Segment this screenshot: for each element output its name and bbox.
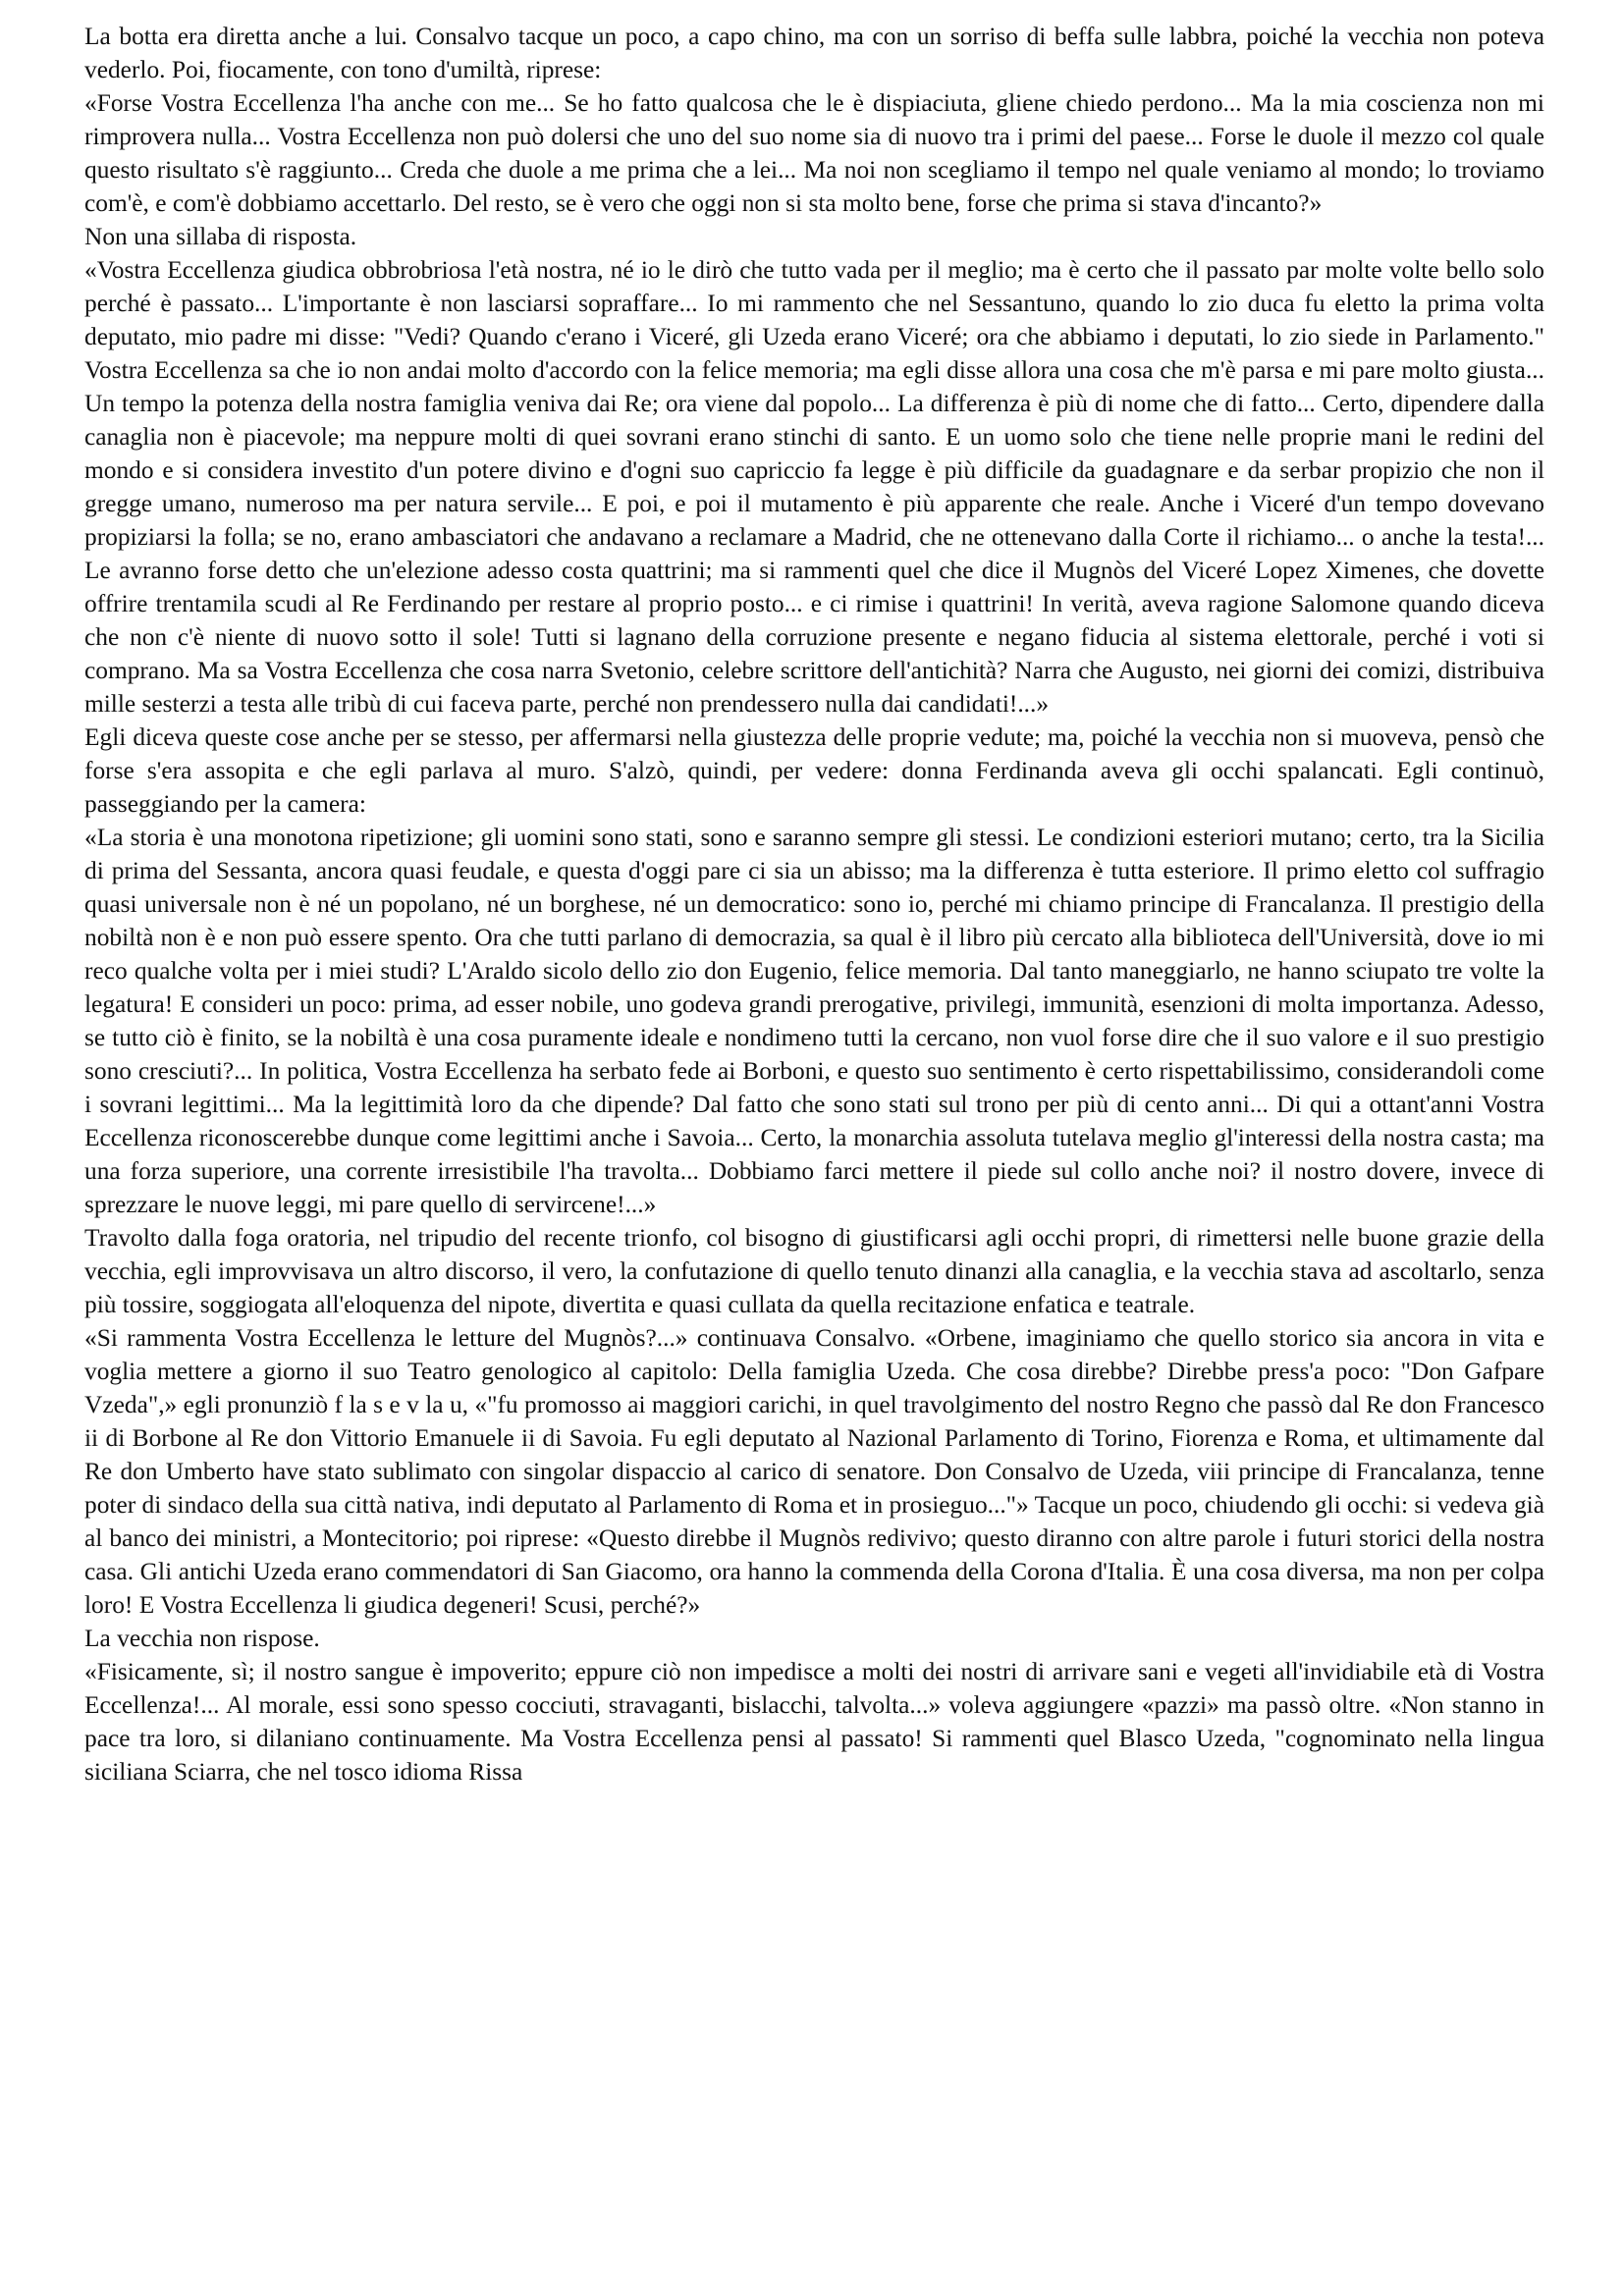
paragraph: «Si rammenta Vostra Eccellenza le letture del Mugnòs?...» continuava Consalvo. «Orbene, imaginiamo che quello storico sia ancora in vita e voglia mettere a giorno il suo Teatro genologico al capitolo: Della famiglia Uzeda. Che cosa direbbe? Direbbe press'a poco: "Don Gafpare Vzeda",» egli pronunziò f la s e v la u, «"fu promosso ai maggiori carichi, in quel travolgimento del nostro Regno che passò dal Re don Francesco ii di Borbone al Re don Vittorio Emanuele ii di Savoia. Fu egli deputato al Nazional Parlamento di Torino, Fiorenza e Roma, et ultimamente dal Re don Umberto have stato sublimato con singolar dispaccio al carico di senatore. Don Consalvo de Uzeda, viii principe di Francalanza, tenne poter di sindaco della sua città nativa, indi deputato al Parlamento di Roma et in prosieguo..."» Tacque un poco, chiudendo gli occhi: si vedeva già al banco dei ministri, a Montecitorio; poi riprese: «Questo direbbe il Mugnòs redivivo; questo diranno con altre parole i futuri storici della nostra casa. Gli antichi Uzeda erano commendatori di San Giacomo, ora hanno la commenda della Corona d'Italia. È una cosa diversa, ma non per colpa loro! E Vostra Eccellenza li giudica degeneri! Scusi, perché?» (84, 1324, 1544, 1619)
paragraph: Egli diceva queste cose anche per se stesso, per affermarsi nella giustezza delle proprie vedute; ma, poiché la vecchia non si muoveva, pensò che forse s'era assopita e che egli parlava al muro. S'alzò, quindi, per vedere: donna Ferdinanda aveva gli occhi spalancati. Egli continuò, passeggiando per la camera: (84, 723, 1544, 818)
paragraph: «Forse Vostra Eccellenza l'ha anche con me... Se ho fatto qualcosa che le è dispiaciuta, gliene chiedo perdono... Ma la mia coscienza non mi rimprovera nulla... Vostra Eccellenza non può dolersi che uno del suo nome sia di nuovo tra i primi del paese... Forse le duole il mezzo col quale questo risultato s'è raggiunto... Creda che duole a me prima che a lei... Ma noi non scegliamo il tempo nel quale veniamo al mondo; lo troviamo com'è, e com'è dobbiamo accettarlo. Del resto, se è vero che oggi non si sta molto bene, forse che prima si stava d'incanto?» (84, 89, 1544, 217)
document-page (84, 20, 1544, 1789)
paragraph: «Fisicamente, sì; il nostro sangue è impoverito; eppure ciò non impedisce a molti dei nostri di arrivare sani e vegeti all'invidiabile età di Vostra Eccellenza!... Al morale, essi sono spesso cocciuti, stravaganti, bislacchi, talvolta...» voleva aggiungere «pazzi» ma passò oltre. «Non stanno in pace tra loro, si dilaniano continuamente. Ma Vostra Eccellenza pensi al passato! Si rammenti quel Blasco Uzeda, "cognominato nella lingua siciliana Sciarra, che nel tosco idioma Rissa (84, 1658, 1544, 1786)
paragraph: La botta era diretta anche a lui. Consalvo tacque un poco, a capo chino, ma con un sorriso di beffa sulle labbra, poiché la vecchia non poteva vederlo. Poi, fiocamente, con tono d'umiltà, riprese: (84, 23, 1544, 83)
paragraph: Travolto dalla foga oratoria, nel tripudio del recente trionfo, col bisogno di giustificarsi agli occhi propri, di rimettersi nelle buone grazie della vecchia, egli improvvisava un altro discorso, il vero, la confutazione di quello tenuto dinanzi alla canaglia, e la vecchia stava ad ascoltarlo, senza più tossire, soggiogata all'eloquenza del nipote, divertita e quasi cullata da quella recitazione enfatica e teatrale. (84, 1224, 1544, 1318)
paragraph: «Vostra Eccellenza giudica obbrobriosa l'età nostra, né io le dirò che tutto vada per il meglio; ma è certo che il passato par molte volte bello solo perché è passato... L'importante è non lasciarsi sopraffare... Io mi rammento che nel Sessantuno, quando lo zio duca fu eletto la prima volta deputato, mio padre mi disse: "Vedi? Quando c'erano i Viceré, gli Uzeda erano Viceré; ora che abbiamo i deputati, lo zio siede in Parlamento." Vostra Eccellenza sa che io non andai molto d'accordo con la felice memoria; ma egli disse allora una cosa che m'è parsa e mi pare molto giusta... Un tempo la potenza della nostra famiglia veniva dai Re; ora viene dal popolo... La differenza è più di nome che di fatto... Certo, dipendere dalla canaglia non è piacevole; ma neppure molti di quei sovrani erano stinchi di santo. E un uomo solo che tiene nelle proprie mani le redini del mondo e si considera investito d'un potere divino e d'ogni suo capriccio fa legge è più difficile da guadagnare e da serbar propizio che non il gregge umano, numeroso ma per natura servile... E poi, e poi il mutamento è più apparente che reale. Anche i Viceré d'un tempo dovevano propiziarsi la folla; se no, erano ambasciatori che andavano a reclamare a Madrid, che ne ottenevano dalla Corte il richiamo... o anche la testa!... Le avranno forse detto che un'elezione adesso costa quattrini; ma si rammenti quel che dice il Mugnòs del Viceré Lopez Ximenes, che dovette offrire trentamila scudi al Re Ferdinando per restare al proprio posto... e ci rimise i quattrini! In verità, aveva ragione Salomone quando diceva che non c'è niente di nuovo sotto il sole! Tutti si lagnano della corruzione presente e negano fiducia al sistema elettorale, perché i voti si comprano. Ma sa Vostra Eccellenza che cosa narra Svetonio, celebre scrittore dell'antichità? Narra che Augusto, nei giorni dei comizi, distribuiva mille sesterzi a testa alle tribù di cui faceva parte, perché non prendessero nulla dai candidati!...» (84, 256, 1544, 718)
paragraph: La vecchia non rispose. (84, 1625, 320, 1652)
paragraph: «La storia è una monotona ripetizione; gli uomini sono stati, sono e saranno sempre gli stessi. Le condizioni esteriori mutano; certo, tra la Sicilia di prima del Sessanta, ancora quasi feudale, e questa d'oggi pare ci sia un abisso; ma la differenza è tutta esteriore. Il primo eletto col suffragio quasi universale non è né un popolano, né un borghese, né un democratico: sono io, perché mi chiamo principe di Francalanza. Il prestigio della nobiltà non è e non può essere spento. Ora che tutti parlano di democrazia, sa qual è il libro più cercato alla biblioteca dell'Università, dove io mi reco qualche volta per i miei studi? L'Araldo sicolo dello zio don Eugenio, felice memoria. Dal tanto maneggiarlo, ne hanno sciupato tre volte la legatura! E consideri un poco: prima, ad esser nobile, uno godeva grandi prerogative, privilegi, immunità, esenzioni di molta importanza. Adesso, se tutto ciò è finito, se la nobiltà è una cosa puramente ideale e nondimeno tutti la cercano, non vuol forse dire che il suo valore e il suo prestigio sono cresciuti?... In politica, Vostra Eccellenza ha serbato fede ai Borboni, e questo suo sentimento è certo rispettabilissimo, considerandoli come i sovrani legittimi... Ma la legittimità loro da che dipende? Dal fatto che sono stati sul trono per più di cento anni... Di qui a ottant'anni Vostra Eccellenza riconoscerebbe dunque come legittimi anche i Savoia... Certo, la monarchia assoluta tutelava meglio gl'interessi della nostra casta; ma una forza superiore, una corrente irresistibile l'ha travolta... Dobbiamo farci mettere il piede sul collo anche noi? il nostro dovere, invece di sprezzare le nuove leggi, mi pare quello di servircene!...» (84, 824, 1544, 1218)
paragraph: Non una sillaba di risposta. (84, 223, 357, 250)
